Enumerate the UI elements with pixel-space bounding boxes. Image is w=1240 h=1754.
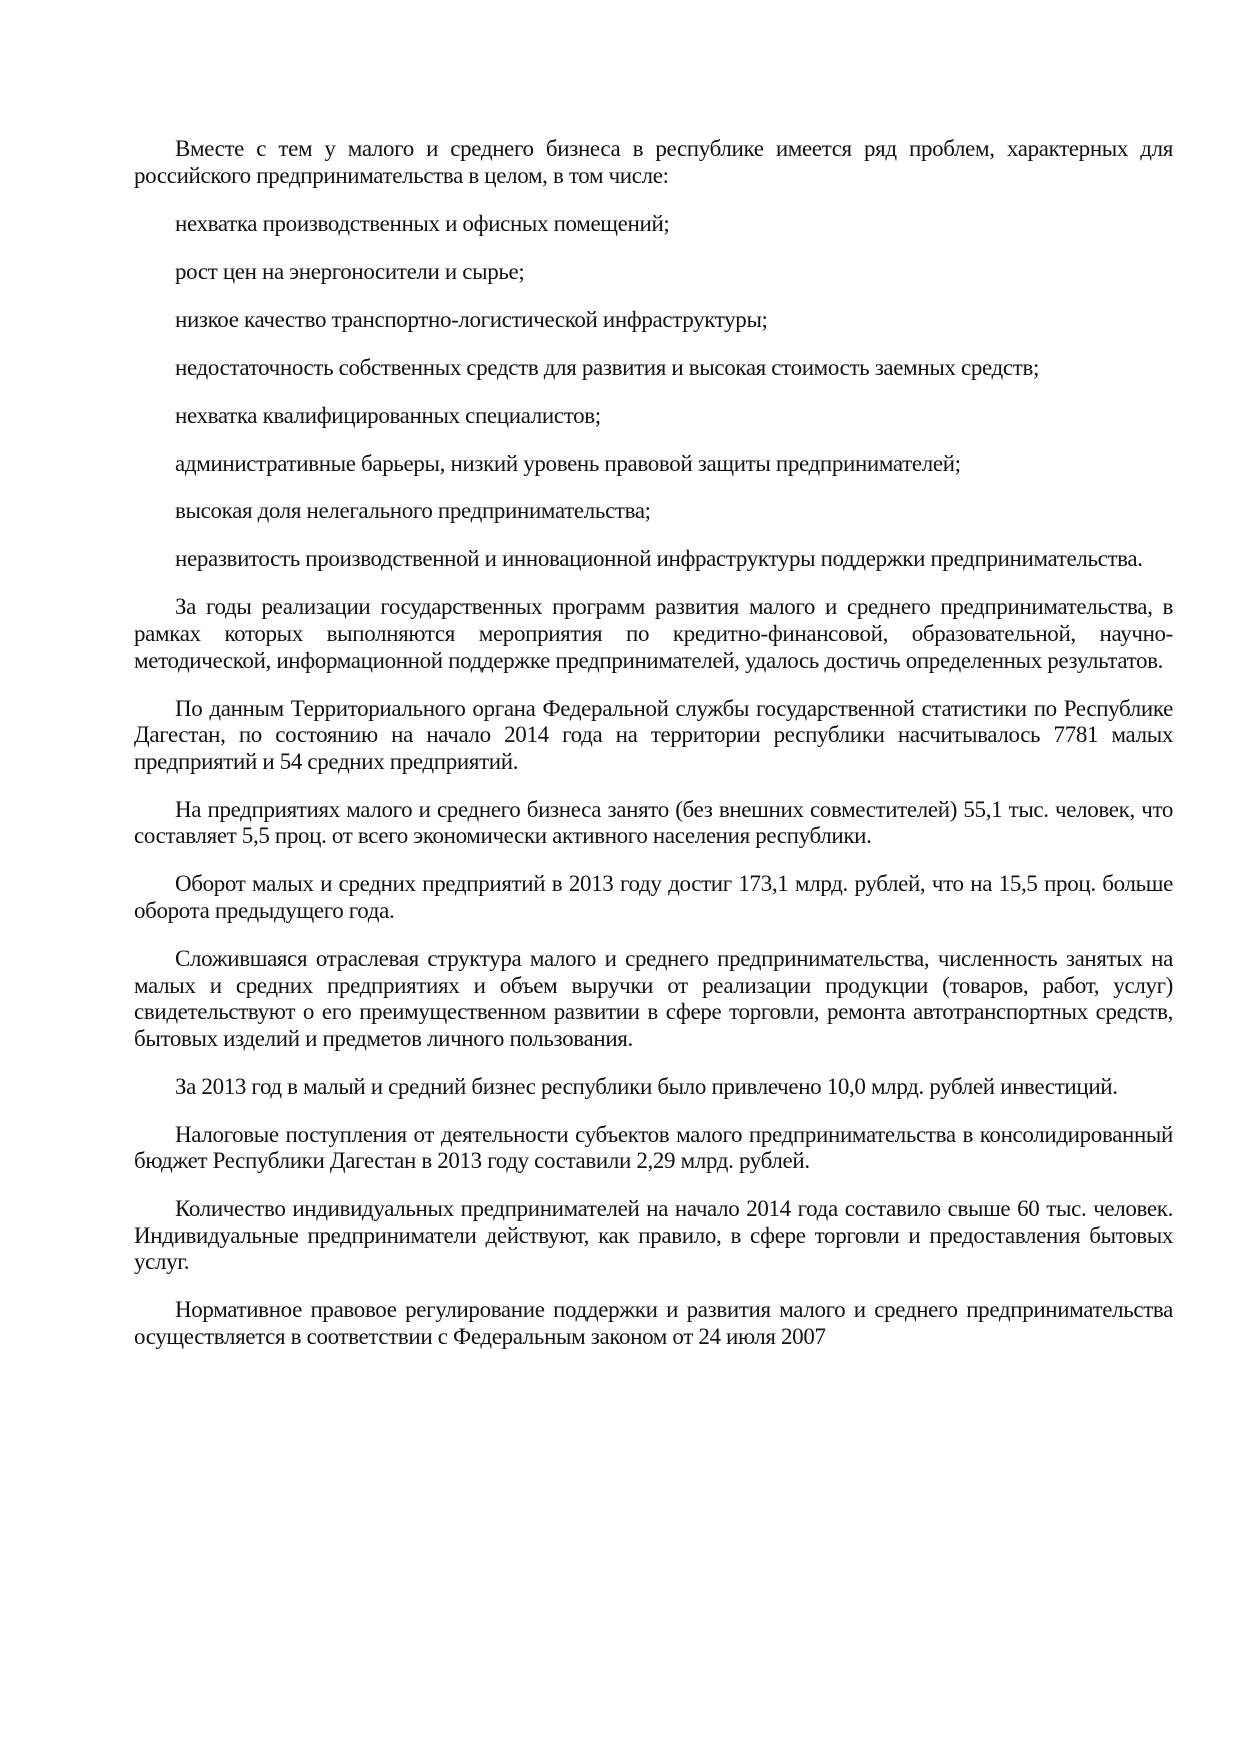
list-item-specialists-shortage: нехватка квалифицированных специалистов; (175, 402, 601, 428)
list-item-underdeveloped-infrastructure: неразвитость производственной и инновационной инфраструктуры поддержки предпринимательства. (175, 546, 1143, 572)
paragraph-turnover: Оборот малых и средних предприятий в 2013 году достиг 173,1 млрд. рублей, что на 15,5 проц. больше оборота предыдущего года. (134, 871, 1173, 923)
list-item-insufficient-funds: недостаточность собственных средств для развития и высокая стоимость заемных средств; (175, 354, 1039, 380)
paragraph-individual-entrepreneurs: Количество индивидуальных предпринимателей на начало 2014 года составило свыше 60 тыс. человек. Индивидуальные предприниматели действуют, как правило, в сфере торговли и предоставления бытовых услуг. (134, 1196, 1173, 1275)
paragraph-tax-revenue: Налоговые поступления от деятельности субъектов малого предпринимательства в консолидированный бюджет Республики Дагестан в 2013 году составили 2,29 млрд. рублей. (134, 1121, 1173, 1174)
paragraph-regulation: Нормативное правовое регулирование поддержки и развития малого и среднего предпринимательства осуществляется в соответствии с Федеральным законом от 24 июля 2007 (134, 1297, 1173, 1350)
list-item-premises-shortage: нехватка производственных и офисных помещений; (175, 210, 670, 236)
paragraph-investments: За 2013 год в малый и средний бизнес республики было привлечено 10,0 млрд. рублей инвестиций. (175, 1073, 1118, 1099)
paragraph-program-results: За годы реализации государственных программ развития малого и среднего предпринимательства, в рамках которых выполняются мероприятия по кредитно-финансовой, образовательной, научно-методической, информационной поддержке предпринимателей, удалось достичь определенных результатов. (134, 594, 1173, 673)
paragraph-employment: На предприятиях малого и среднего бизнеса занято (без внешних совместителей) 55,1 тыс. человек, что составляет 5,5 проц. от всего экономически активного населения республики. (134, 796, 1173, 849)
list-item-energy-prices: рост цен на энергоносители и сырье; (175, 258, 525, 284)
document-page (134, 136, 1173, 1372)
list-item-logistics-infrastructure: низкое качество транспортно-логистической инфраструктуры; (175, 306, 768, 332)
list-item-administrative-barriers: административные барьеры, низкий уровень правовой защиты предпринимателей; (175, 450, 961, 476)
paragraph-enterprise-count: По данным Территориального органа Федеральной службы государственной статистики по Республике Дагестан, по состоянию на начало 2014 года на территории республики насчитывалось 7781 малых предприятий и 54 средних предприятий. (134, 695, 1173, 774)
paragraph-sector-structure: Сложившаяся отраслевая структура малого и среднего предпринимательства, численность занятых на малых и средних предприятиях и объем выручки от реализации продукции (товаров, работ, услуг) свидетельствуют о его преимущественном развитии в сфере торговли, ремонта автотранспортных средств, бытовых изделий и предметов личного пользования. (134, 945, 1173, 1051)
paragraph-intro-problems: Вместе с тем у малого и среднего бизнеса в республике имеется ряд проблем, характерных для российского предпринимательства в целом, в том числе: (134, 136, 1173, 188)
list-item-illegal-business: высокая доля нелегального предпринимательства; (175, 498, 651, 524)
